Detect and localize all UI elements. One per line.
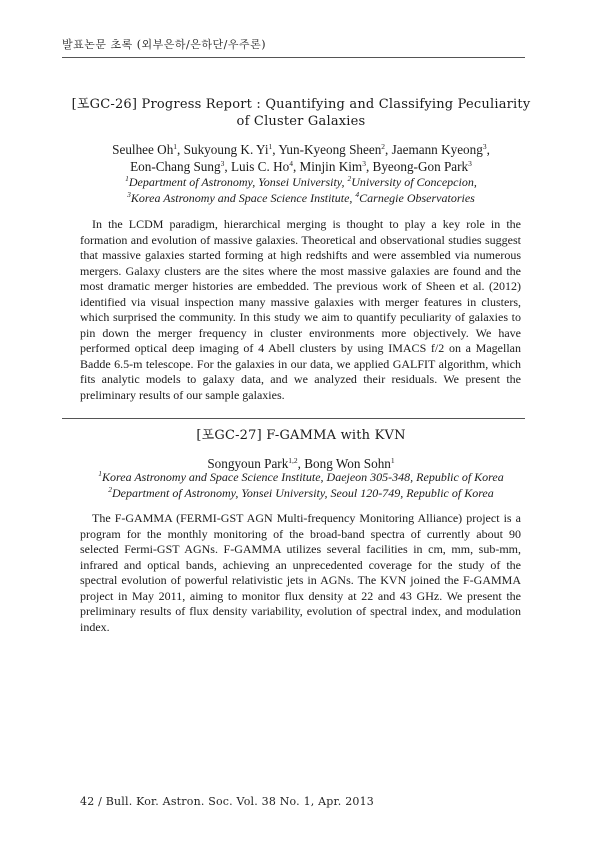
section-divider xyxy=(62,418,525,419)
author-separator: , xyxy=(385,142,392,157)
paper1-abstract: In the LCDM paradigm, hierarchical merging is thought to play a key role in the formation and evolution of massive galaxies. Theoretical and observational studies suggest that massive galaxies started forming at high redshifts and were assembled via numerous mergers. Galaxy clusters are the sites where the most massive galaxies are found and the most dramatic merger histories are embedded. The previous work of Sheen et al. (2012) identified via visual inspection many massive galaxies with merger features in clusters, which surprised the community. In this study we aim to quantify peculiarity of galaxies to pin down the merger frequency in cluster environments more objectively. We have performed optical deep imaging of 4 Abell clusters by using IMACS f/2 on a Magellan Badde 6.5-m telescope. For the galaxies in our data, we applied GALFIT algorithm, which fits analytic models to galaxy data, and we analyzed their residuals. We present the preliminary results of our sample galaxies. xyxy=(80,217,521,402)
affiliation-text: Carnegie Observatories xyxy=(359,190,475,205)
header-rule xyxy=(62,57,525,58)
affiliation-mark: 1 xyxy=(125,174,129,183)
affiliation-mark: 2 xyxy=(108,484,112,494)
author-affiliation-mark: 2 xyxy=(381,142,386,151)
affiliation-mark: 2 xyxy=(347,174,352,183)
author-affiliation-mark: 3 xyxy=(362,158,366,168)
affiliation-text: Department of Astronomy, Yonsei University, Seoul 120-749, Republic of Korea xyxy=(112,485,494,500)
author-separator: , xyxy=(486,142,490,157)
author-separator: , xyxy=(297,456,305,471)
author-name: Eon-Chang Sung xyxy=(130,158,221,174)
paper1-title xyxy=(62,96,540,130)
paper1-affiliations-line2 xyxy=(62,191,540,207)
author-name: Bong Won Sohn xyxy=(304,456,391,471)
page-footer: 42 / Bull. Kor. Astron. Soc. Vol. 38 No. 1, Apr. 2013 xyxy=(80,795,374,808)
author-affiliation-mark: 3 xyxy=(482,142,487,151)
author-affiliation-mark: 1,2 xyxy=(288,456,298,465)
affiliation-mark: 1 xyxy=(98,469,103,478)
author-affiliation-mark: 3 xyxy=(220,158,225,168)
author-name: Seulhee Oh xyxy=(112,142,174,157)
paper1-authors xyxy=(62,142,540,175)
paper1-affiliations-line1 xyxy=(62,175,540,191)
author-affiliation-mark: 3 xyxy=(468,158,472,168)
affiliation-mark: 3 xyxy=(127,189,131,199)
paper2-abstract: The F-GAMMA (FERMI-GST AGN Multi-frequency Monitoring Alliance) project is a program for the monthly monitoring of the broad-band spectra of currently about 90 selected Fermi-GST AGNs. F-GAMMA utilizes several facilities in cm, mm, sub-mm, infrared and optical bands, achieving an unprecedented coverage for the study of the spectral evolution of powerful relativistic jets in AGNs. The KVN joined the F-GAMMA project in May 2011, aiming to monitor flux density at 22 and 43 GHz. We present the preliminary results of flux density variability, evolution of spectral index, and modulation index. xyxy=(80,511,521,634)
affiliation-mark: 4 xyxy=(355,189,360,199)
paper1-authors-line2 xyxy=(62,159,540,176)
author-affiliation-mark: 1 xyxy=(390,456,395,465)
author-name: Songyoun Park xyxy=(207,456,289,471)
affiliation-text: Korea Astronomy and Space Science Institute, xyxy=(130,190,356,205)
affiliation-text: University of Concepcion, xyxy=(351,175,477,189)
author-name: Yun-Kyeong Sheen xyxy=(278,142,382,157)
paper1-authors-line1 xyxy=(62,142,540,159)
paper1-affiliations xyxy=(62,175,540,206)
paper1-title-line1: [포GC-26] Progress Report : Quantifying and Classifying Peculiarity xyxy=(71,97,531,112)
author-separator: , xyxy=(365,158,373,174)
author-affiliation-mark: 1 xyxy=(268,142,273,151)
paper2-title: [포GC-27] F-GAMMA with KVN xyxy=(196,428,406,443)
author-name: Minjin Kim xyxy=(299,158,363,174)
author-affiliation-mark: 4 xyxy=(289,158,293,168)
paper2-affiliations-line1 xyxy=(62,470,540,486)
running-header: 발표논문 초록 (외부은하/은하단/우주론) xyxy=(62,38,267,51)
author-separator: , xyxy=(272,142,279,157)
author-affiliation-mark: 1 xyxy=(173,142,178,151)
affiliation-text: Korea Astronomy and Space Science Institute, Daejeon 305-348, Republic of Korea xyxy=(102,470,504,484)
author-name: Luis C. Ho xyxy=(230,158,290,174)
paper2-affiliations xyxy=(62,470,540,501)
author-separator: , xyxy=(224,158,231,174)
author-name: Sukyoung K. Yi xyxy=(183,142,269,157)
author-name: Byeong-Gon Park xyxy=(372,158,469,174)
author-separator: , xyxy=(292,158,300,174)
paper2-affiliations-line2 xyxy=(62,486,540,502)
author-separator: , xyxy=(177,142,184,157)
author-name: Jaemann Kyeong xyxy=(391,142,483,157)
affiliation-text: Department of Astronomy, Yonsei University, xyxy=(128,175,348,189)
paper1-title-line2: of Cluster Galaxies xyxy=(236,114,366,129)
